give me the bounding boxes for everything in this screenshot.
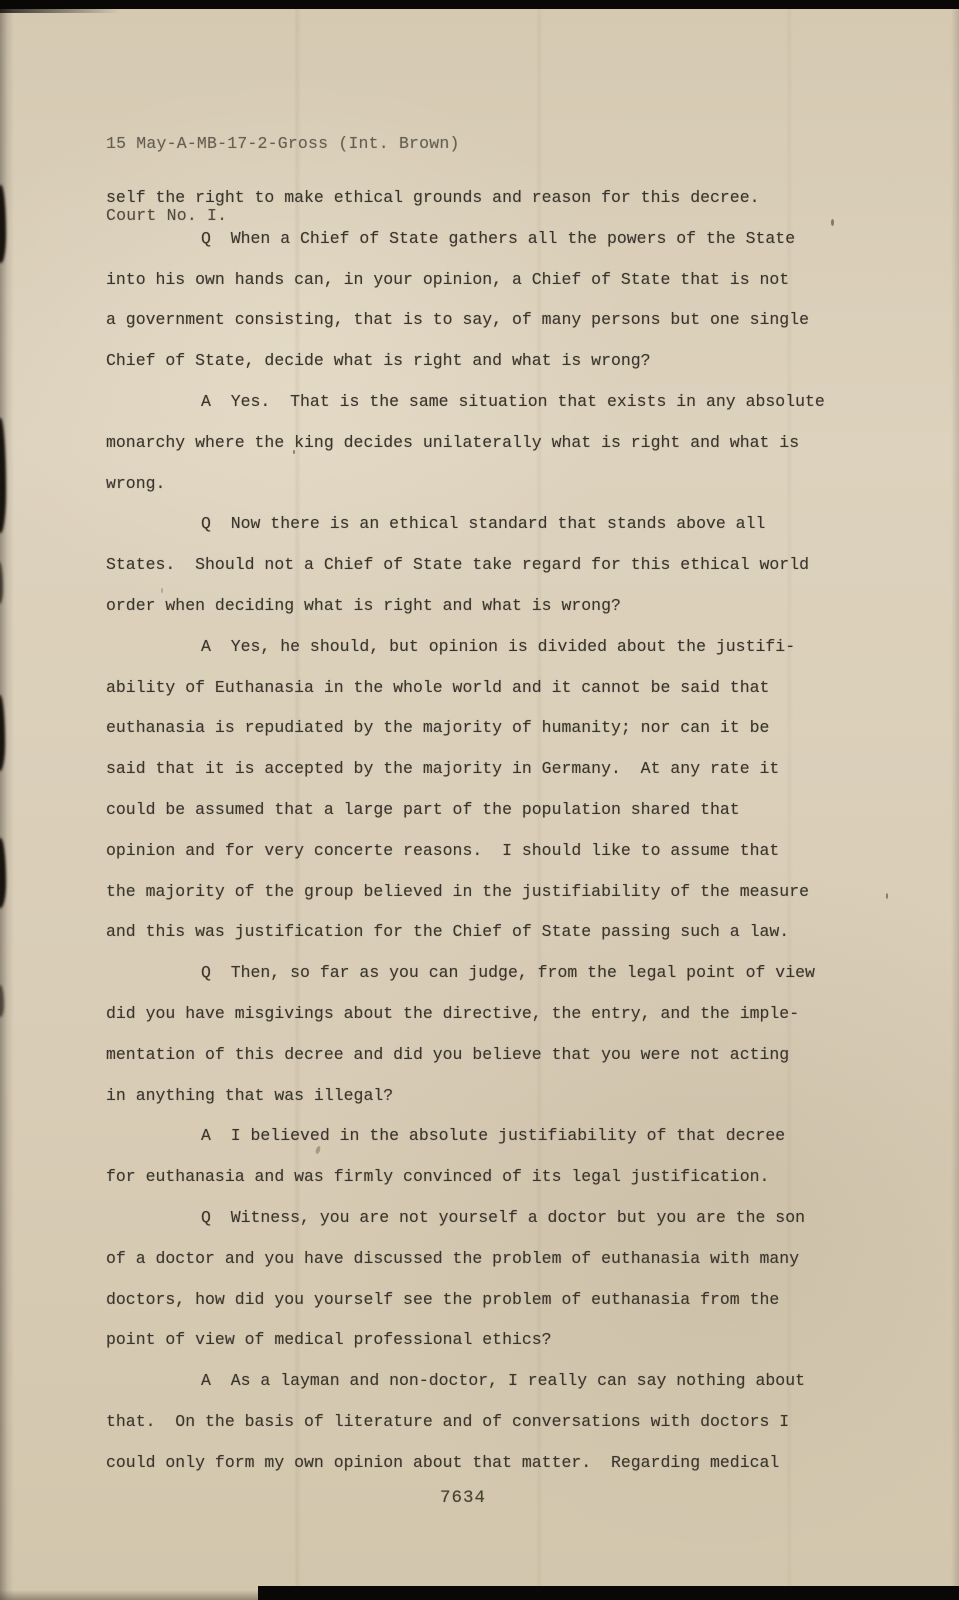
header-court-line: Court No. I. <box>106 206 228 225</box>
transcript-line: of a doctor and you have discussed the problem of euthanasia with many <box>106 1248 800 1268</box>
transcript-line: could only form my own opinion about that matter. Regarding medical <box>106 1452 780 1472</box>
transcript-line: point of view of medical professional ethics? <box>106 1330 552 1350</box>
transcript-line: monarchy where the king decides unilaterally what is right and what is <box>106 432 800 452</box>
transcript-line: Q When a Chief of State gathers all the powers of the State <box>201 228 796 248</box>
transcript-line: States. Should not a Chief of State take regard for this ethical world <box>106 555 810 575</box>
transcript-line: ability of Euthanasia in the whole world and it cannot be said that <box>106 677 770 697</box>
transcript-line: did you have misgivings about the directive, the entry, and the imple- <box>106 1003 800 1023</box>
transcript-line: said that it is accepted by the majority in Germany. At any rate it <box>106 759 780 779</box>
scan-edge-right <box>951 0 959 1600</box>
transcript-line: into his own hands can, in your opinion, a Chief of State that is not <box>106 269 790 289</box>
transcript-line: doctors, how did you yourself see the problem of euthanasia from the <box>106 1289 780 1309</box>
transcript-line: A I believed in the absolute justifiability of that decree <box>201 1126 786 1146</box>
transcript-line: the majority of the group believed in the justifiability of the measure <box>106 881 810 901</box>
transcript-line: Q Now there is an ethical standard that stands above all <box>201 514 766 534</box>
transcript-line: could be assumed that a large part of the population shared that <box>106 799 740 819</box>
transcript-body <box>106 178 852 1484</box>
page-number: 7634 <box>439 1488 486 1508</box>
transcript-line: A As a layman and non-doctor, I really can say nothing about <box>201 1371 805 1391</box>
header-reference-line: 15 May-A-MB-17-2-Gross (Int. Brown) <box>106 134 460 153</box>
paper-speck <box>886 893 888 899</box>
transcript-line: A Yes, he should, but opinion is divided about the justifi- <box>201 636 796 656</box>
scan-edge-bottom <box>258 1586 959 1600</box>
scan-edge-left <box>0 0 14 1600</box>
transcript-line: for euthanasia and was firmly convinced of its legal justification. <box>106 1167 770 1187</box>
transcript-line: wrong. <box>106 473 166 493</box>
transcript-line: opinion and for very concerte reasons. I should like to assume that <box>106 840 780 860</box>
transcript-line: a government consisting, that is to say, of many persons but one single <box>106 310 810 330</box>
transcript-line: euthanasia is repudiated by the majority of humanity; nor can it be <box>106 718 770 738</box>
transcript-line: and this was justification for the Chief of State passing such a law. <box>106 922 790 942</box>
transcript-line: in anything that was illegal? <box>106 1085 394 1105</box>
transcript-line: A Yes. That is the same situation that exists in any absolute <box>201 391 825 411</box>
scan-edge-top <box>0 0 959 9</box>
transcript-line: Q Witness, you are not yourself a doctor but you are the son <box>201 1207 805 1227</box>
transcript-line: mentation of this decree and did you believe that you were not acting <box>106 1044 790 1064</box>
transcript-line: Chief of State, decide what is right and what is wrong? <box>106 351 651 371</box>
transcript-line: that. On the basis of literature and of conversations with doctors I <box>106 1411 790 1431</box>
transcript-line: Q Then, so far as you can judge, from the legal point of view <box>201 963 815 983</box>
transcript-line: order when deciding what is right and what is wrong? <box>106 595 621 615</box>
transcript-line: self the right to make ethical grounds and reason for this decree. <box>106 188 760 207</box>
scan-edge-bottom-left <box>0 1590 258 1600</box>
